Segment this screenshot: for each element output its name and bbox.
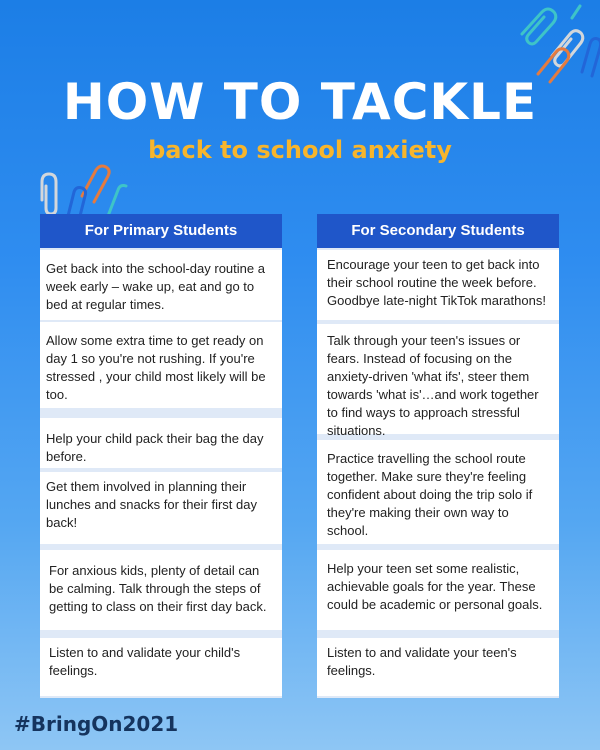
tip-card: Help your teen set some realistic, achievable goals for the year. These could be academic or personal goals. <box>317 550 559 630</box>
tip-card: Get back into the school-day routine a week early – wake up, eat and go to bed at regular times. <box>40 250 282 320</box>
tip-card: Get them involved in planning their lunches and snacks for their first day back! <box>40 472 282 544</box>
tip-card: Encourage your teen to get back into their school routine the week before. Goodbye late-night TikTok marathons! <box>317 250 559 320</box>
tip-card: Talk through your teen's issues or fears. Instead of focusing on the anxiety-driven 'what ifs', steer them towards 'what is'…and work together to find ways to approach stressful situations. <box>317 324 559 434</box>
paperclips-left-icon <box>34 160 130 220</box>
secondary-column-header: For Secondary Students <box>317 214 559 248</box>
page-title: HOW TO TACKLE <box>62 73 538 131</box>
primary-students-column <box>40 214 282 698</box>
page-subtitle: back to school anxiety <box>148 136 452 164</box>
tip-card: Help your child pack their bag the day before. <box>40 418 282 468</box>
tip-card: For anxious kids, plenty of detail can be calming. Talk through the steps of getting to class on their first day back. <box>40 550 282 630</box>
tip-card: Practice travelling the school route together. Make sure they're feeling confident about doing the trip solo if they're making their own way to school. <box>317 440 559 544</box>
tip-card: Allow some extra time to get ready on day 1 so you're not rushing. If you're stressed , your child most likely will be too. <box>40 322 282 408</box>
tip-card: Listen to and validate your child's feelings. <box>40 638 282 696</box>
secondary-students-column <box>317 214 559 698</box>
hashtag: #BringOn2021 <box>14 712 179 736</box>
tip-card: Listen to and validate your teen's feelings. <box>317 638 559 696</box>
primary-column-header: For Primary Students <box>40 214 282 248</box>
